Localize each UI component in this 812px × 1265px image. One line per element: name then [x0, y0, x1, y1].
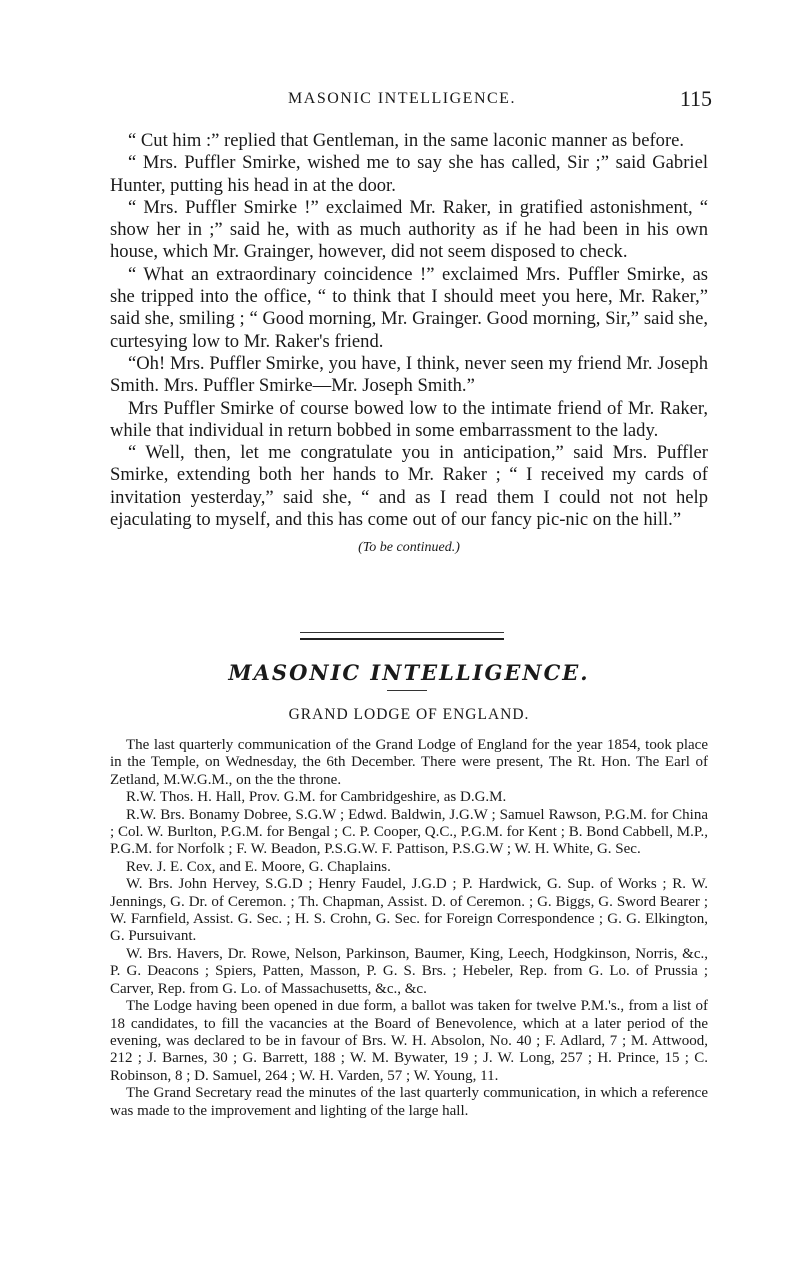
section-divider: [300, 632, 504, 640]
story-paragraph: Mrs Puffler Smirke of course bowed low to the intimate friend of Mr. Raker, while that individual in return bobbed in some embarrassment to the lady.: [110, 397, 708, 441]
running-title: MASONIC INTELLIGENCE.: [288, 90, 516, 107]
report-paragraph: R.W. Thos. H. Hall, Prov. G.M. for Cambridgeshire, as D.G.M.: [126, 789, 507, 806]
report-paragraph: W. Brs. Havers, Dr. Rowe, Nelson, Parkinson, Baumer, King, Leech, Hodgkinson, Norris, &c., P. G. Deacons ; Spiers, Patten, Masson, P. G. S. Brs. ; Hebeler, Rep. from G. Lo. of Prussia ; Carver, Rep. from G. Lo. of Massachusetts, &c., &c.: [110, 945, 708, 997]
running-head: [92, 86, 712, 116]
story-text: [110, 130, 708, 560]
story-paragraph: “ Well, then, let me congratulate you in anticipation,” said Mrs. Puffler Smirke, extending both her hands to Mr. Raker ; “ I received my cards of invitation yesterday,” said she, “ and as I read them I could not not help ejaculating to myself, and this has come out of our fancy pic-nic on the hill.”: [110, 442, 708, 531]
report-paragraph: The last quarterly communication of the Grand Lodge of England for the year 1854, took place in the Temple, on Wednesday, the 6th December. There were present, The Rt. Hon. The Earl of Zetland, M.W.G.M., on the the throne.: [110, 737, 708, 788]
report-paragraph: R.W. Brs. Bonamy Dobree, S.G.W ; Edwd. Baldwin, J.G.W ; Samuel Rawson, P.G.M. for China ; Col. W. Burlton, P.G.M. for Bengal ; C. P. Cooper, Q.C., P.G.M. for Kent ; B. Bond Cabbell, M.P., P.G.M. for Norfolk ; F. W. Beadon, P.S.G.W. F. Pattison, P.S.G.W ; W. H. White, G. Sec.: [110, 806, 708, 858]
story-paragraph: “ What an extraordinary coincidence !” exclaimed Mrs. Puffler Smirke, as she tripped into the office, “ to think that I should meet you here, Mr. Raker,” said she, smiling ; “ Good morning, Mr. Grainger. Good morning, Sir,” said she, curtesying low to Mr. Raker's friend.: [110, 263, 708, 352]
title-rule: [387, 690, 427, 691]
report-text: [110, 737, 708, 1120]
story-paragraph: “ Mrs. Puffler Smirke !” exclaimed Mr. Raker, in gratified astonishment, “ show her in ;” said he, with as much authority as if he had been in his own house, which Mr. Grainger, however, did not seem disposed to check.: [110, 196, 708, 263]
page-number: 115: [679, 86, 712, 111]
report-paragraph: The Lodge having been opened in due form, a ballot was taken for twelve P.M.'s., from a list of 18 candidates, to fill the vacancies at the Board of Benevolence, which at a later period of the evening, was declared to be in favour of Brs. W. H. Absolon, No. 40 ; F. Adlard, 7 ; M. Attwood, 212 ; J. Barnes, 30 ; G. Barrett, 188 ; W. M. Bywater, 19 ; J. W. Long, 257 ; H. Prince, 15 ; C. Robinson, 8 ; D. Samuel, 264 ; W. H. Varden, 57 ; W. Young, 11.: [110, 998, 708, 1084]
story-paragraph: “ Mrs. Puffler Smirke, wished me to say she has called, Sir ;” said Gabriel Hunter, putting his head in at the door.: [110, 152, 708, 196]
report-paragraph: Rev. J. E. Cox, and E. Moore, G. Chaplains.: [126, 858, 391, 875]
report-paragraph: The Grand Secretary read the minutes of the last quarterly communication, in which a reference was made to the improvement and lighting of the large hall.: [110, 1085, 708, 1119]
story-paragraph: “Oh! Mrs. Puffler Smirke, you have, I think, never seen my friend Mr. Joseph Smith. Mrs. Puffler Smirke—Mr. Joseph Smith.”: [110, 352, 708, 397]
story-paragraph: “ Cut him :” replied that Gentleman, in the same laconic manner as before.: [128, 130, 685, 151]
continued-note: (To be continued.): [358, 540, 460, 556]
section-title: MASONIC INTELLIGENCE.: [228, 660, 590, 685]
section-subtitle: GRAND LODGE OF ENGLAND.: [288, 706, 530, 723]
report-paragraph: W. Brs. John Hervey, S.G.D ; Henry Faudel, J.G.D ; P. Hardwick, G. Sup. of Works ; R. W. Jennings, G. Dr. of Ceremon. ; Th. Chapman, Assist. D. of Ceremon. ; G. Biggs, G. Sword Bearer ; W. Farnfield, Assist. G. Sec. ; H. S. Crohn, G. Sec. for Foreign Correspondence ; G. G. Elkington, G. Pursuivant.: [110, 876, 708, 945]
